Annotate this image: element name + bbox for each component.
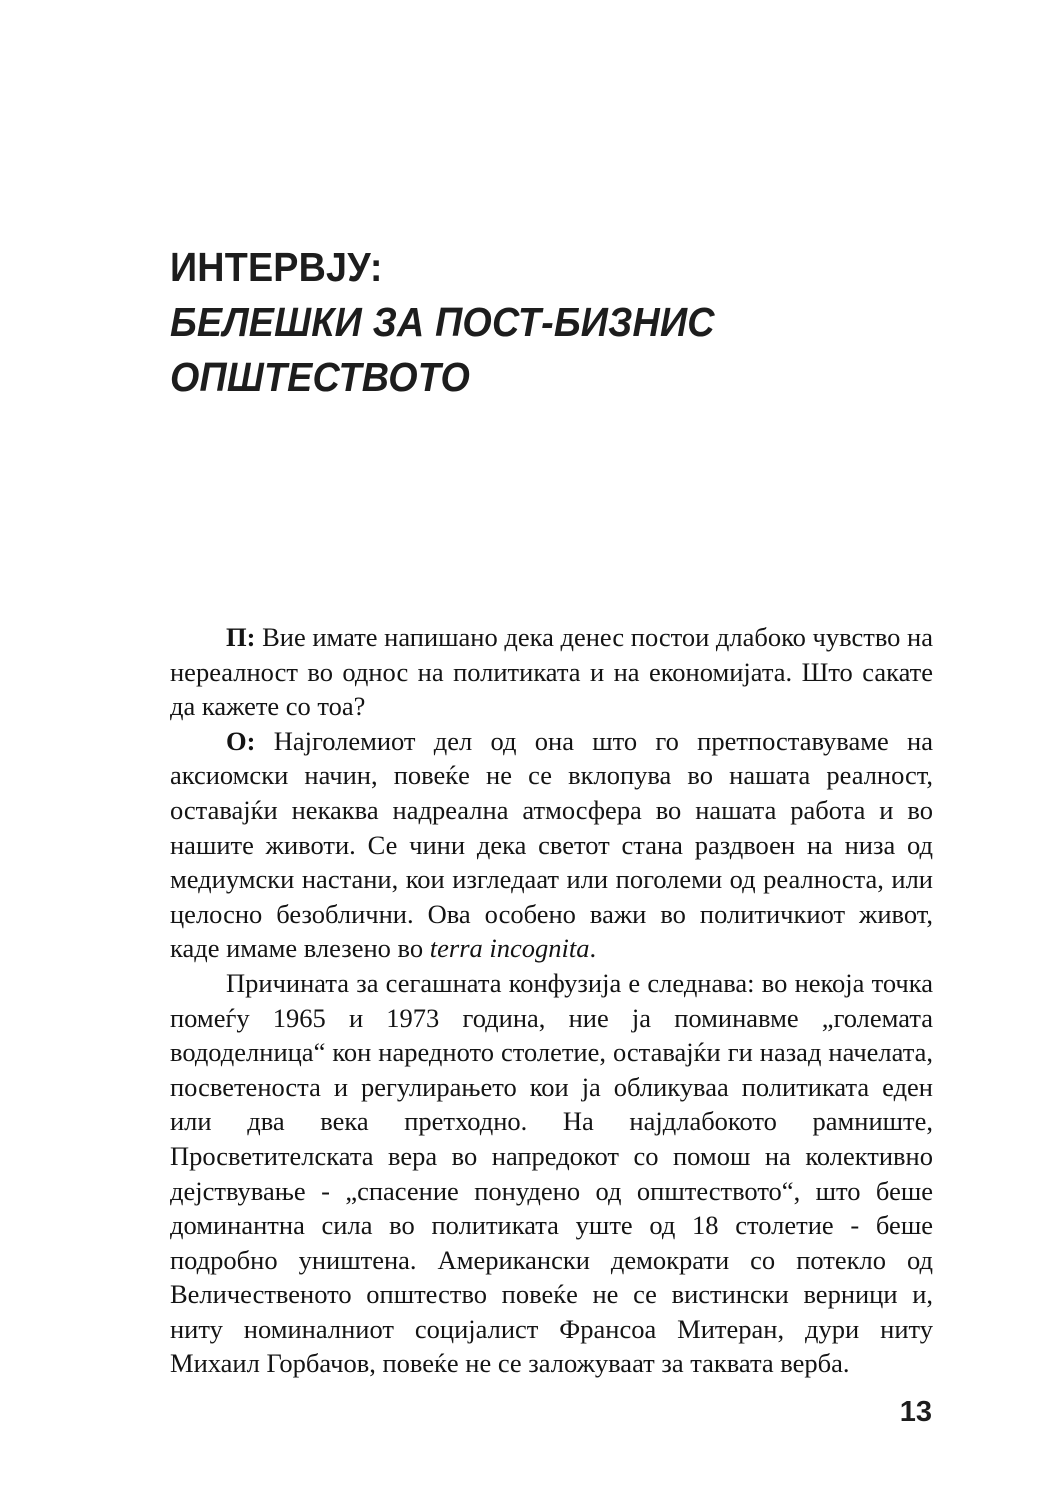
page-number: 13 [899,1396,932,1428]
title-line-subtitle-first: БЕЛЕШКИ ЗА ПОСТ-БИЗНИС [170,299,715,345]
speaker-label-question: П: [226,622,256,652]
paragraph-answer-1-continued: Причината за сегашната конфузија е следнава: во некоја точка помеѓу 1965 и 1973 година, ние ја поминавме „големата вододелница“ кон наредното столетие, оставајќи ги назад начелата, посветеноста и регулирањето кои ја обликуваа политиката еден или два века претходно. На најдлабокото рамниште, Просветителската вера во напредокот со помош на колективно дејствување - „спасение понудено од општеството“, што беше доминантна сила во политиката уште од 18 столетие - беше подробно уништена. Американски демократи со потекло од Величественото општество повеќе не се вистински верници и, ниту номиналниот социјалист Франсоа Митеран, дури ниту Михаил Горбачов, повеќе не се заложуваат за таквата верба. [170,967,933,1379]
paragraph-answer-1-text-before-italic: Најголемиот дел од она што го претпоставуваме на аксиомски начин, повеќе не се вклопува во нашата реалност, оставајќи некаква надреална атмосфера во нашата работа и во нашите животи. Се чини дека светот стана раздвоен на низа од медиумски настани, кои изгледаат или поголеми од реалноста, или целосно безоблични. Ова особено важи во политичкиот живот, каде имаме влезено во [170,725,933,964]
page-title [170,240,950,405]
title-line-subtitle-second: ОПШТЕСТВОТО [170,354,470,400]
body-text [170,620,933,1381]
speaker-label-answer: О: [226,725,256,756]
title-line-interview: ИНТЕРВЈУ: [170,244,383,290]
paragraph-answer-1 [170,724,933,966]
latin-phrase-terra-incognita: terra incognita [429,933,590,964]
paragraph-question-1-text: Вие имате напишано дека денес постои длабоко чувство на нереалност во однос на политиката и на економијата. Што сакате да кажете со тоа? [170,622,933,722]
paragraph-question-1 [170,620,933,724]
paragraph-answer-1-text-after-italic: . [589,933,597,964]
